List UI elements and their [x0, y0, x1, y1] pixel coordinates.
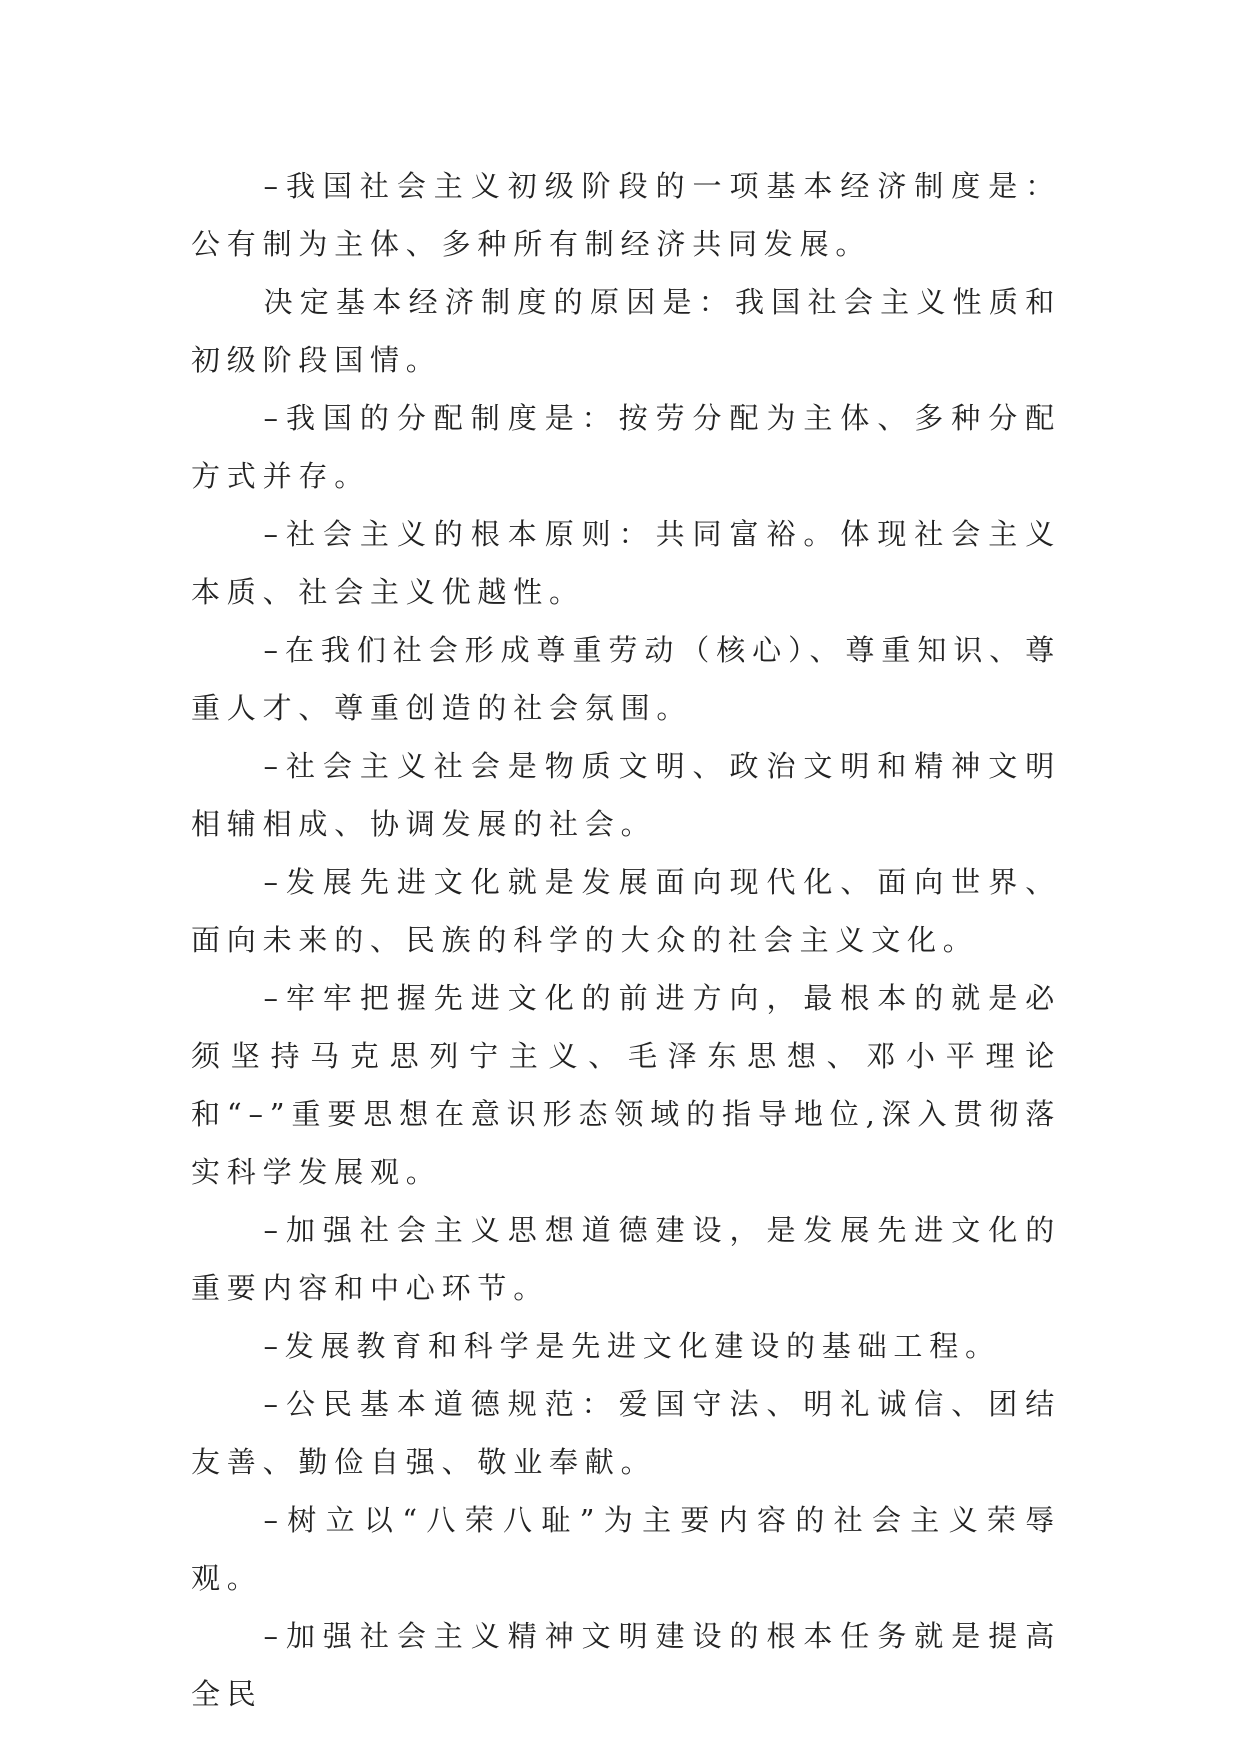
- paragraph-fundamental-principle: –社会主义的根本原则：共同富裕。体现社会主义本质、社会主义优越性。: [191, 517, 1061, 609]
- document-body: [191, 157, 1061, 1723]
- paragraph-education-science: –发展教育和科学是先进文化建设的基础工程。: [263, 1329, 1001, 1363]
- paragraph-civic-morality: –公民基本道德规范：爱国守法、明礼诚信、团结友善、勤俭自强、敬业奉献。: [191, 1387, 1061, 1479]
- paragraph-moral-construction: –加强社会主义思想道德建设，是发展先进文化的重要内容和中心环节。: [191, 1213, 1061, 1305]
- paragraph-spiritual-civilization: –加强社会主义精神文明建设的根本任务就是提高全民: [191, 1619, 1061, 1711]
- paragraph-respect-labor: –在我们社会形成尊重劳动（核心）、尊重知识、尊重人才、尊重创造的社会氛围。: [191, 633, 1061, 725]
- paragraph-economic-system-reason: 决定基本经济制度的原因是：我国社会主义性质和初级阶段国情。: [191, 285, 1061, 377]
- paragraph-cultural-direction: –牢牢把握先进文化的前进方向，最根本的就是必须坚持马克思列宁主义、毛泽东思想、邓小平理论和“–”重要思想在意识形态领域的指导地位,深入贯彻落实科学发展观。: [191, 981, 1061, 1189]
- paragraph-advanced-culture: –发展先进文化就是发展面向现代化、面向世界、面向未来的、民族的科学的大众的社会主义文化。: [191, 865, 1061, 957]
- paragraph-honor-disgrace: –树立以“八荣八耻”为主要内容的社会主义荣辱观。: [191, 1503, 1061, 1595]
- paragraph-three-civilizations: –社会主义社会是物质文明、政治文明和精神文明相辅相成、协调发展的社会。: [191, 749, 1061, 841]
- paragraph-basic-economic-system: –我国社会主义初级阶段的一项基本经济制度是：公有制为主体、多种所有制经济共同发展。: [191, 169, 1061, 261]
- paragraph-distribution-system: –我国的分配制度是：按劳分配为主体、多种分配方式并存。: [191, 401, 1061, 493]
